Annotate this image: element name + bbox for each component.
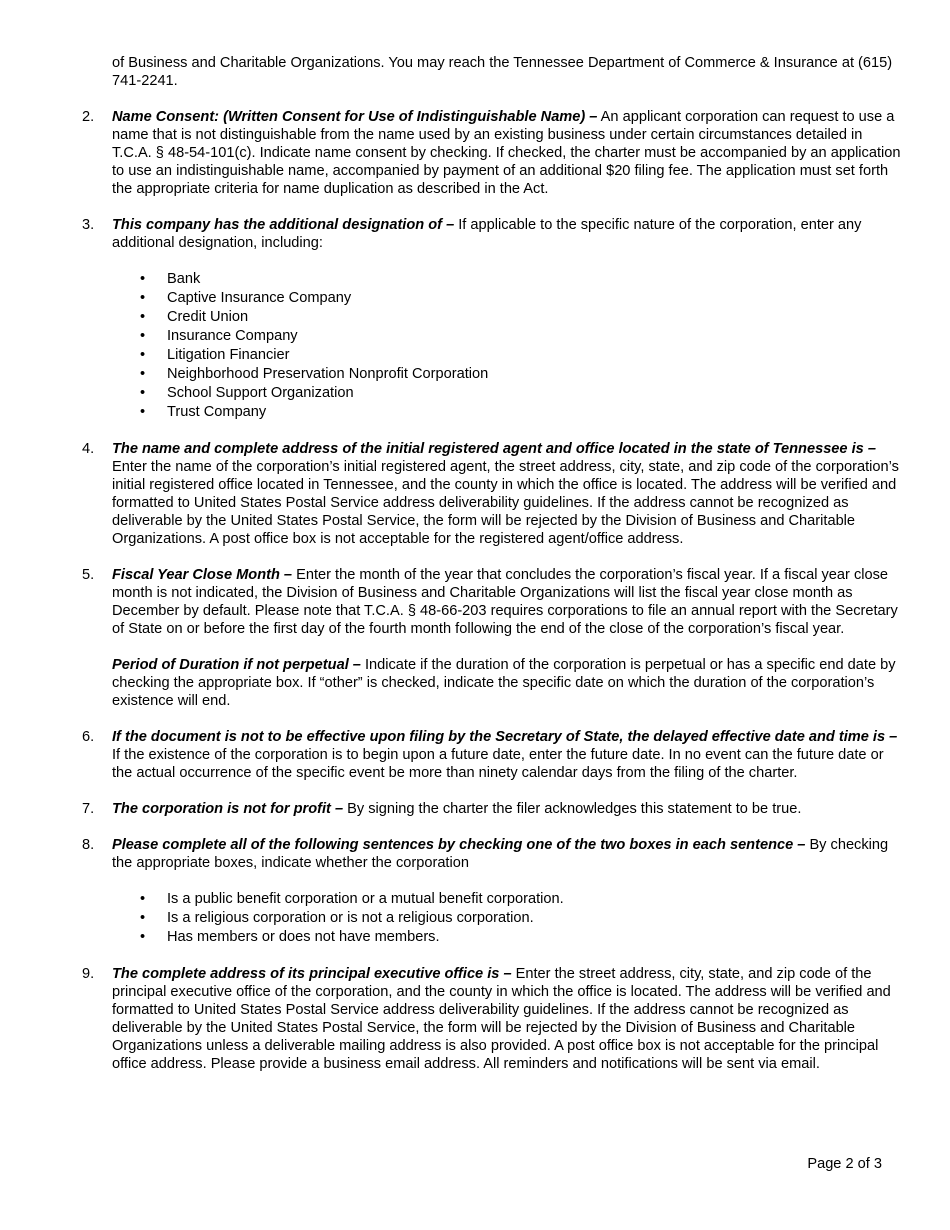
item-heading: This company has the additional designation of – <box>112 217 455 233</box>
instruction-item-2 <box>82 108 902 198</box>
list-item: • Trust Company <box>112 403 902 422</box>
item-heading: The name and complete address of the initial registered agent and office located in the state of Tennessee is – <box>112 441 876 457</box>
item-number: 3. <box>82 217 95 233</box>
instructions-list <box>82 108 902 1091</box>
instruction-item-6 <box>82 728 902 782</box>
page-number: Page 2 of 3 <box>807 1156 882 1172</box>
item-number: 6. <box>82 729 95 745</box>
item-text: Enter the month of the year that concludes the corporation’s fiscal year. If a fiscal year close month is not indicated, the Division of Business and Charitable Organizations will list the fiscal year close month as December by default. Please note that T.C.A. § 48-66-203 requires corporations to file an annual report with the Secretary of State on or before the first day of the fourth month following the end of the close of the corporation’s fiscal year. <box>112 567 898 637</box>
item-number: 7. <box>82 801 95 817</box>
list-item: • Bank <box>112 270 902 289</box>
item-text: If applicable to the specific nature of the corporation, enter any additional designation, including: <box>112 217 862 251</box>
item-number: 5. <box>82 567 95 583</box>
instruction-item-9 <box>82 965 902 1073</box>
instruction-item-4 <box>82 440 902 548</box>
item-number: 4. <box>82 441 95 457</box>
item-heading: The corporation is not for profit – <box>112 801 344 817</box>
designation-list <box>112 270 902 422</box>
list-item: • Litigation Financier <box>112 346 902 365</box>
item-text: If the existence of the corporation is to begin upon a future date, enter the future date. In no event can the future date or the actual occurrence of the specific event be more than ninety calendar days from the filing of the charter. <box>112 747 884 781</box>
item-heading: Name Consent: (Written Consent for Use of Indistinguishable Name) – <box>112 109 598 125</box>
sub-text: Indicate if the duration of the corporation is perpetual or has a specific end date by checking the appropriate box. If “other” is checked, indicate the specific date on which the duration of the corporation’s existence will end. <box>112 657 896 709</box>
item-text: By checking the appropriate boxes, indicate whether the corporation <box>112 837 889 871</box>
list-item: • Is a public benefit corporation or a mutual benefit corporation. <box>112 890 902 909</box>
list-item: • School Support Organization <box>112 384 902 403</box>
item-heading: Please complete all of the following sentences by checking one of the two boxes in each sentence – <box>112 837 806 853</box>
sub-paragraph <box>112 656 902 710</box>
sentence-list <box>112 890 902 947</box>
item-number: 8. <box>82 837 95 853</box>
list-item: • Has members or does not have members. <box>112 928 902 947</box>
item-text: An applicant corporation can request to use a name that is not distinguishable from the name used by an existing business under certain circumstances detailed in T.C.A. § 48-54-101(c). Indicate name consent by checking. If checked, the charter must be accompanied by an application to use an indistinguishable name, accompanied by payment of an additional $20 filing fee. The application must set forth the appropriate criteria for name duplication as described in the Act. <box>112 109 901 197</box>
instruction-item-5 <box>82 566 902 710</box>
list-item: • Credit Union <box>112 308 902 327</box>
instruction-item-3 <box>82 216 902 422</box>
instruction-item-7 <box>82 800 902 818</box>
list-item: • Neighborhood Preservation Nonprofit Corporation <box>112 365 902 384</box>
item-number: 9. <box>82 966 95 982</box>
list-item: • Captive Insurance Company <box>112 289 902 308</box>
sub-heading: Period of Duration if not perpetual – <box>112 657 361 673</box>
item-heading: The complete address of its principal executive office is – <box>112 966 512 982</box>
item-text: By signing the charter the filer acknowledges this statement to be true. <box>343 801 802 817</box>
instruction-item-8 <box>82 836 902 947</box>
item-text: Enter the name of the corporation’s initial registered agent, the street address, city, state, and zip code of the corporation’s initial registered office located in Tennessee, and the county in which the office is located. The address will be verified and formatted to United States Postal Service address deliverability guidelines. If the address cannot be recognized as deliverable by the United States Postal Service, the form will be rejected by the Division of Business and Charitable Organizations. A post office box is not acceptable for the registered agent/office address. <box>112 459 899 547</box>
item-heading: If the document is not to be effective upon filing by the Secretary of State, the delayed effective date and time is – <box>112 729 898 745</box>
intro-paragraph: of Business and Charitable Organizations. You may reach the Tennessee Department of Commerce & Insurance at (615) 741-2241. <box>112 55 893 89</box>
list-item: • Is a religious corporation or is not a religious corporation. <box>112 909 902 928</box>
item-heading: Fiscal Year Close Month – <box>112 567 293 583</box>
item-number: 2. <box>82 109 95 125</box>
list-item: • Insurance Company <box>112 327 902 346</box>
item-text: Enter the street address, city, state, and zip code of the principal executive office of the corporation, and the county in which the office is located. The address will be verified and formatted to United States Postal Service address deliverability guidelines. If the address cannot be recognized as deliverable by the United States Postal Service, the form will be rejected by the Division of Business and Charitable Organizations unless a deliverable mailing address is also provided. A post office box is not acceptable for the principal office address. Please provide a business email address. All reminders and notifications will be sent via email. <box>112 966 891 1072</box>
